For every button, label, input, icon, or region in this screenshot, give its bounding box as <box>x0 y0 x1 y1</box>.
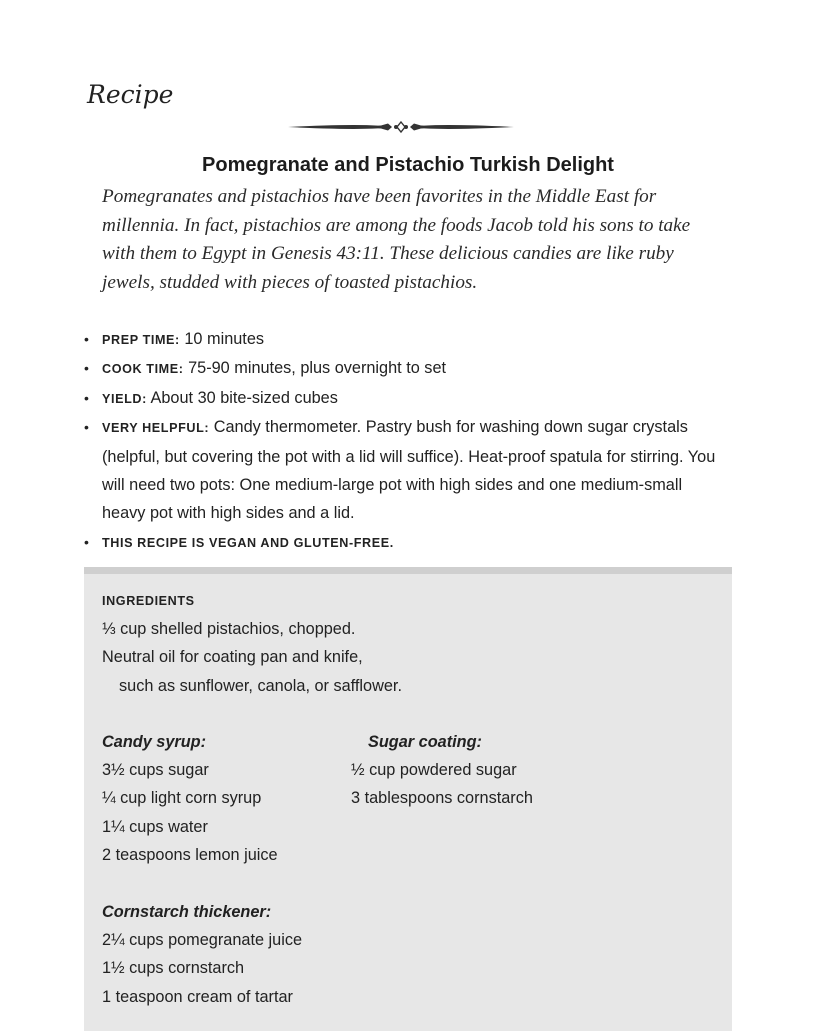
prep-time-value: 10 minutes <box>184 330 265 348</box>
list-item <box>84 354 724 383</box>
ingredient-item: 2¼ cups pomegranate juice <box>102 931 303 950</box>
section-label: Recipe <box>87 80 174 109</box>
list-item <box>84 528 724 557</box>
ingredients-box <box>84 567 732 1031</box>
ingredient-item: 3 tablespoons cornstarch <box>351 789 533 808</box>
prep-time-label: PREP TIME: <box>102 333 180 347</box>
very-helpful-label: VERY HELPFUL: <box>102 421 210 436</box>
very-helpful-value: Candy thermometer. Pastry bush for washing down sugar crystals (helpful, but covering the pot with a lid will suffice). Heat-proof spatula for stirring. You will need two pots: One medium-large pot with high sides and one medium-small heavy pot with high sides and a lid. <box>102 418 716 523</box>
ingredient-item: ½ cup powdered sugar <box>351 761 517 780</box>
bullet-icon: • <box>84 419 89 436</box>
ingredient-item: ¼ cup light corn syrup <box>102 789 262 808</box>
ingredients-heading: INGREDIENTS <box>102 594 195 608</box>
ingredient-item: 1½ cups cornstarch <box>102 959 245 978</box>
bullet-icon: • <box>84 331 89 347</box>
cook-time-label: COOK TIME: <box>102 362 184 377</box>
bullet-icon: • <box>84 360 89 377</box>
list-item <box>84 325 724 354</box>
yield-value: About 30 bite-sized cubes <box>150 388 338 407</box>
ingredient-item: Neutral oil for coating pan and knife, <box>102 648 363 667</box>
ingredient-item: ⅓ cup shelled pistachios, chopped. <box>102 620 356 638</box>
recipe-intro: Pomegranates and pistachios have been favorites in the Middle East for millennia. In fact, pistachios are among the foods Jacob told his sons to take with them to Egypt in Genesis 43:11. These delicious candies are like ruby jewels, studded with pieces of toasted pistachios. <box>102 186 691 293</box>
bullet-icon: • <box>84 389 89 406</box>
candy-syrup-group <box>102 728 278 869</box>
yield-label: YIELD: <box>102 391 147 406</box>
recipe-title: Pomegranate and Pistachio Turkish Delight <box>202 154 614 176</box>
ingredient-item: 1¼ cups water <box>102 817 208 836</box>
cook-time-value: 75-90 minutes, plus overnight to set <box>188 359 447 378</box>
cornstarch-thickener-heading: Cornstarch thickener: <box>102 902 272 921</box>
list-item <box>84 413 724 528</box>
bullet-icon: • <box>84 533 89 550</box>
list-item <box>84 384 724 413</box>
ingredient-columns <box>102 728 722 870</box>
ingredient-item: such as sunflower, canola, or safflower. <box>119 676 402 695</box>
recipe-meta-list <box>84 325 724 557</box>
candy-syrup-heading: Candy syrup: <box>102 732 207 751</box>
ornament-divider-icon <box>288 119 514 135</box>
sugar-coating-group <box>351 728 533 813</box>
sugar-coating-heading: Sugar coating: <box>368 732 482 751</box>
vegan-note: THIS RECIPE IS VEGAN AND GLUTEN-FREE. <box>102 535 394 550</box>
ingredient-item: 2 teaspoons lemon juice <box>102 846 278 865</box>
ingredient-item: 1 teaspoon cream of tartar <box>102 987 293 1006</box>
ingredient-item: 3½ cups sugar <box>102 761 209 780</box>
cornstarch-thickener-group <box>102 898 722 1011</box>
